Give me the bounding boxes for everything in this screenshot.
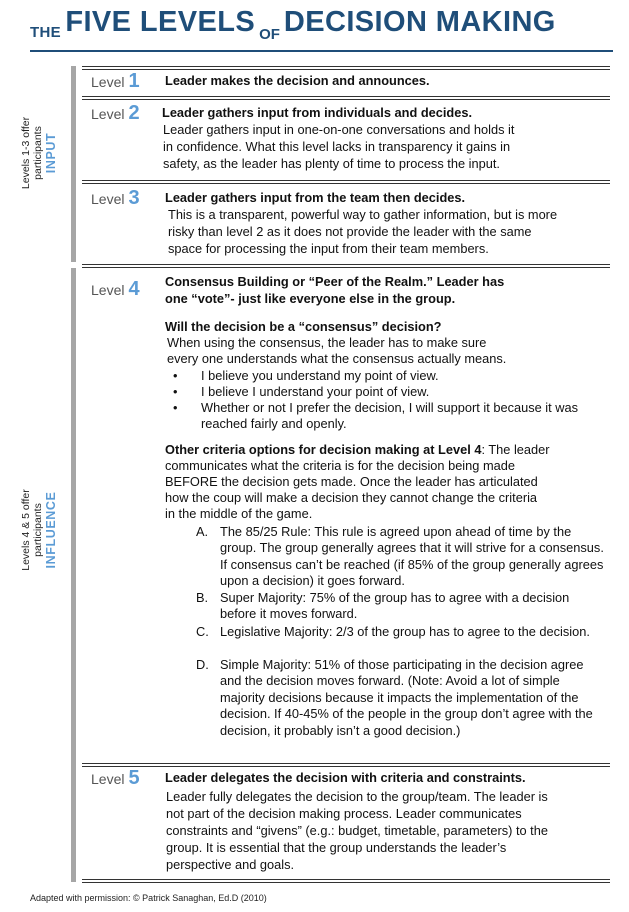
influence-line2: participants bbox=[32, 503, 44, 557]
sidebar-input-label bbox=[20, 93, 64, 213]
bullet-icon: • bbox=[173, 368, 178, 383]
level-5-line: Leader fully delegates the decision to the group/team. The leader is bbox=[166, 789, 548, 804]
criteria-heading: Other criteria options for decision making at Level 4 bbox=[165, 442, 482, 457]
input-line1: Levels 1-3 offer bbox=[20, 116, 32, 190]
option-text: Legislative Majority: 2/3 of the group has to agree to the decision. bbox=[220, 624, 590, 639]
level-word: Level bbox=[91, 74, 125, 90]
option-letter: A. bbox=[196, 524, 209, 539]
option-letter: D. bbox=[196, 657, 209, 672]
divider bbox=[82, 180, 610, 184]
level-5-heading: Leader delegates the decision with criteria and constraints. bbox=[165, 770, 526, 785]
option-item bbox=[196, 590, 616, 624]
level-number: 1 bbox=[128, 70, 140, 92]
bullet-text: I believe I understand your point of view. bbox=[201, 384, 430, 399]
criteria-heading-rest: : The leader bbox=[481, 442, 550, 457]
level-word: Level bbox=[91, 191, 125, 207]
consensus-line: every one understands what the consensus actually means. bbox=[167, 351, 507, 366]
option-item bbox=[196, 624, 616, 658]
option-item bbox=[196, 524, 616, 590]
level-5-tag bbox=[91, 767, 140, 790]
input-keyword: INPUT bbox=[44, 132, 58, 174]
title-underline bbox=[30, 50, 613, 52]
footer-credit: Adapted with permission: © Patrick Sanaghan, Ed.D (2010) bbox=[30, 893, 267, 903]
level-word: Level bbox=[91, 106, 125, 122]
level-number: 3 bbox=[128, 187, 140, 209]
level-3-line: This is a transparent, powerful way to gather information, but is more bbox=[168, 207, 558, 222]
bullet-icon: • bbox=[173, 384, 178, 399]
level-number: 2 bbox=[128, 102, 140, 124]
level-number: 5 bbox=[128, 767, 140, 789]
option-item bbox=[196, 657, 616, 757]
influence-keyword: INFLUENCE bbox=[44, 491, 58, 569]
title-five-levels: FIVE LEVELS bbox=[65, 6, 256, 38]
level-1-tag bbox=[91, 70, 140, 93]
title-of: OF bbox=[259, 26, 280, 43]
level-4-heading: Consensus Building or “Peer of the Realm.” Leader has bbox=[165, 274, 505, 289]
input-line2: participants bbox=[32, 126, 44, 180]
level-3-line: space for processing the input from their team members. bbox=[168, 241, 489, 256]
bullet-text: Whether or not I prefer the decision, I will support it because it was reached fairly and openly. bbox=[201, 400, 578, 432]
level-5-line: perspective and goals. bbox=[166, 857, 295, 872]
level-2-line: safety, as the leader has plenty of time to process the input. bbox=[163, 156, 500, 171]
level-4-tag bbox=[91, 278, 140, 301]
level-1-heading: Leader makes the decision and announces. bbox=[165, 73, 430, 88]
divider bbox=[82, 763, 610, 767]
influence-line1: Levels 4 & 5 offer bbox=[20, 489, 32, 571]
option-text: Simple Majority: 51% of those participating in the decision agree and the decision moves forward. (Note: Avoid a lot of simple majority decisions because it impacts the implementation of the decision. If 40-45% of the people in the group don’t agree with the decision, it probably isn’t a good decision.) bbox=[220, 657, 593, 738]
level-3-tag bbox=[91, 187, 140, 210]
divider bbox=[82, 264, 610, 268]
list-item bbox=[173, 384, 629, 401]
divider bbox=[82, 66, 610, 70]
level-2-heading: Leader gathers input from individuals and decides. bbox=[162, 105, 473, 120]
divider bbox=[82, 879, 610, 883]
level-5-line: constraints and “givens” (e.g.: budget, timetable, parameters) to the bbox=[166, 823, 548, 838]
list-item bbox=[173, 368, 629, 385]
level-word: Level bbox=[91, 771, 125, 787]
level-3-heading: Leader gathers input from the team then decides. bbox=[165, 190, 466, 205]
input-group-bar bbox=[71, 66, 76, 262]
list-item bbox=[173, 400, 629, 434]
level-number: 4 bbox=[128, 278, 140, 300]
criteria-line: in the middle of the game. bbox=[165, 506, 313, 521]
sidebar-influence-label bbox=[20, 460, 64, 600]
option-text: The 85/25 Rule: This rule is agreed upon ahead of time by the group. The group generally agrees that it will strive for a consensus. If consensus can’t be reached (if 85% of the group generally agrees upon a decision) it goes forward. bbox=[220, 524, 604, 589]
criteria-intro bbox=[165, 442, 550, 458]
title-decision-making: DECISION MAKING bbox=[283, 6, 556, 38]
bullet-text: I believe you understand my point of view. bbox=[201, 368, 439, 383]
level-2-line: in confidence. What this level lacks in transparency it gains in bbox=[163, 139, 511, 154]
divider bbox=[82, 96, 610, 100]
option-letter: C. bbox=[196, 624, 209, 639]
level-5-line: group. It is essential that the group understands the leader’s bbox=[166, 840, 507, 855]
level-3-line: risky than level 2 as it does not provide the leader with the same bbox=[168, 224, 532, 239]
option-letter: B. bbox=[196, 590, 209, 605]
option-text: Super Majority: 75% of the group has to agree with a decision before it moves forward. bbox=[220, 590, 570, 622]
level-4-heading: one “vote”- just like everyone else in the group. bbox=[165, 291, 456, 306]
page-title bbox=[30, 6, 590, 43]
level-2-tag bbox=[91, 102, 140, 125]
consensus-question: Will the decision be a “consensus” decision? bbox=[165, 319, 442, 334]
level-2-line: Leader gathers input in one-on-one conversations and holds it bbox=[163, 122, 515, 137]
criteria-line: communicates what the criteria is for the decision being made bbox=[165, 458, 515, 473]
bullet-icon: • bbox=[173, 400, 178, 415]
level-5-line: not part of the decision making process. Leader communicates bbox=[166, 806, 522, 821]
criteria-line: BEFORE the decision gets made. Once the leader has articulated bbox=[165, 474, 538, 489]
influence-group-bar bbox=[71, 268, 76, 882]
criteria-line: how the coup will make a decision they cannot change the criteria bbox=[165, 490, 538, 505]
consensus-line: When using the consensus, the leader has to make sure bbox=[167, 335, 487, 350]
level-word: Level bbox=[91, 282, 125, 298]
title-the: THE bbox=[30, 24, 61, 41]
